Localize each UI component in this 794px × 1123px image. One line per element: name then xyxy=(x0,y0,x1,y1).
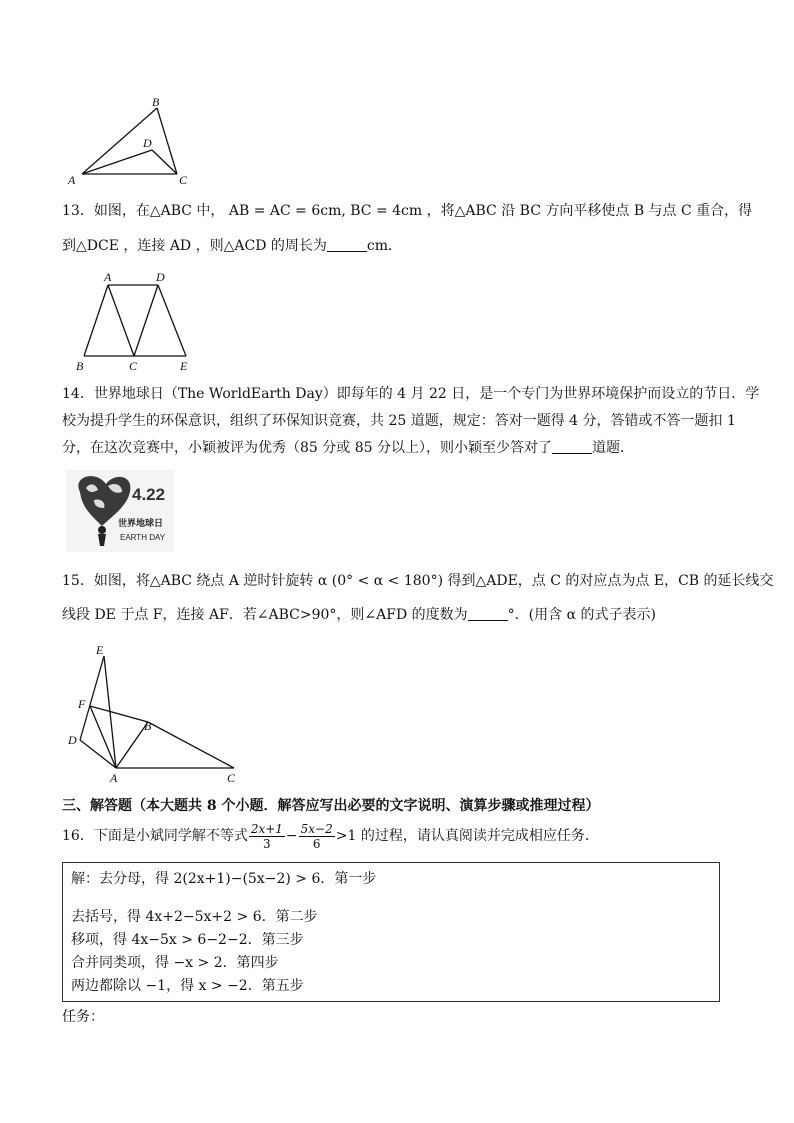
q13-line2 xyxy=(62,236,402,256)
q15-line2-end: °．(用含 α 的式子表示) xyxy=(507,607,656,623)
q14-line3 xyxy=(62,438,634,458)
label-d: D xyxy=(143,136,152,150)
q14-line2: 校为提升学生的环保意识，组织了环保知识竞赛，共 25 道题，规定：答对一题得 4 分，答错或不答一题扣 1 xyxy=(62,413,736,429)
q16-intro-text: 16．下面是小斌同学解不等式 xyxy=(62,828,248,844)
label-d: D xyxy=(156,270,165,284)
fraction-2-numerator: 5x−2 xyxy=(300,821,333,836)
q15-line2-text: 线段 DE 于点 F，连接 AF．若∠ABC>90°，则∠AFD 的度数为 xyxy=(62,607,468,623)
label-b: B xyxy=(144,719,152,733)
earth-day-graphic xyxy=(66,470,174,552)
solution-step-5: 两边都除以 −1，得 x > −2．第五步 xyxy=(71,978,304,994)
q14-line3-text: 分，在这次竞赛中，小颖被评为优秀（85 分或 85 分以上），则小颖至少答对了 xyxy=(62,440,552,456)
solution-box xyxy=(62,862,720,1002)
q16-intro xyxy=(62,820,599,854)
label-d: D xyxy=(68,733,77,747)
q15-line2 xyxy=(62,605,656,625)
solution-step-4: 合并同类项，得 −x > 2．第四步 xyxy=(71,955,279,971)
fraction-1 xyxy=(249,822,285,851)
label-a: A xyxy=(104,270,112,284)
label-b: B xyxy=(76,359,84,373)
q16-intro-end: >1 的过程，请认真阅读并完成相应任务． xyxy=(335,828,599,844)
earth-day-date: 4.22 xyxy=(132,485,166,504)
label-c: C xyxy=(227,771,236,785)
q14-line1: 14．世界地球日（The WorldEarth Day）即每年的 4 月 22 日，是一个专门为世界环境保护而设立的节日．学 xyxy=(62,386,760,402)
label-a: A xyxy=(68,173,76,187)
fraction-1-numerator: 2x+1 xyxy=(250,821,283,836)
label-c: C xyxy=(129,359,138,373)
label-a: A xyxy=(110,771,118,785)
q15-line1: 15．如图，将△ABC 绕点 A 逆时针旋转 α (0° < α < 180°) 得到△ADE，点 C 的对应点为点 E，CB 的延长线交 xyxy=(62,573,774,589)
solution-step-1: 解：去分母，得 2(2x+1)−(5x−2) > 6．第一步 xyxy=(71,871,377,887)
figure-q12 xyxy=(64,92,204,192)
fraction-1-denominator: 3 xyxy=(263,836,271,851)
answer-blank-q15[interactable] xyxy=(468,606,508,621)
section-3-heading: 三、解答题（本大题共 8 个小题．解答应写出必要的文字说明、演算步骤或推理过程） xyxy=(62,798,600,814)
q13-line2-text: 到△DCE ，连接 AD ，则△ACD 的周长为 xyxy=(62,238,327,254)
figure-q13 xyxy=(70,268,200,374)
solution-step-3: 移项，得 4x−5x > 6−2−2．第三步 xyxy=(71,932,304,948)
earth-day-en: EARTH DAY xyxy=(120,533,166,542)
label-c: C xyxy=(179,173,188,187)
answer-blank-q14[interactable] xyxy=(552,439,592,454)
label-e: E xyxy=(96,643,104,657)
earth-day-cn: 世界地球日 xyxy=(118,519,164,529)
q13-unit: cm． xyxy=(366,238,402,254)
minus-sign: − xyxy=(285,828,298,844)
fraction-2-denominator: 6 xyxy=(312,836,321,851)
earth-day-image xyxy=(66,470,174,552)
figure-q15 xyxy=(64,640,244,785)
solution-step-2: 去括号，得 4x+2−5x+2 > 6．第二步 xyxy=(71,909,318,925)
label-f: F xyxy=(78,697,86,711)
q13-line1: 13．如图，在△ABC 中， AB = AC = 6cm, BC = 4cm ，将△ABC 沿 BC 方向平移使点 B 与点 C 重合，得 xyxy=(62,203,753,219)
answer-blank-q13[interactable] xyxy=(327,237,367,252)
fraction-2 xyxy=(299,822,335,851)
label-e: E xyxy=(180,359,188,373)
label-b: B xyxy=(152,95,160,109)
q14-line3-end: 道题． xyxy=(591,440,634,456)
task-label: 任务： xyxy=(62,1009,104,1025)
